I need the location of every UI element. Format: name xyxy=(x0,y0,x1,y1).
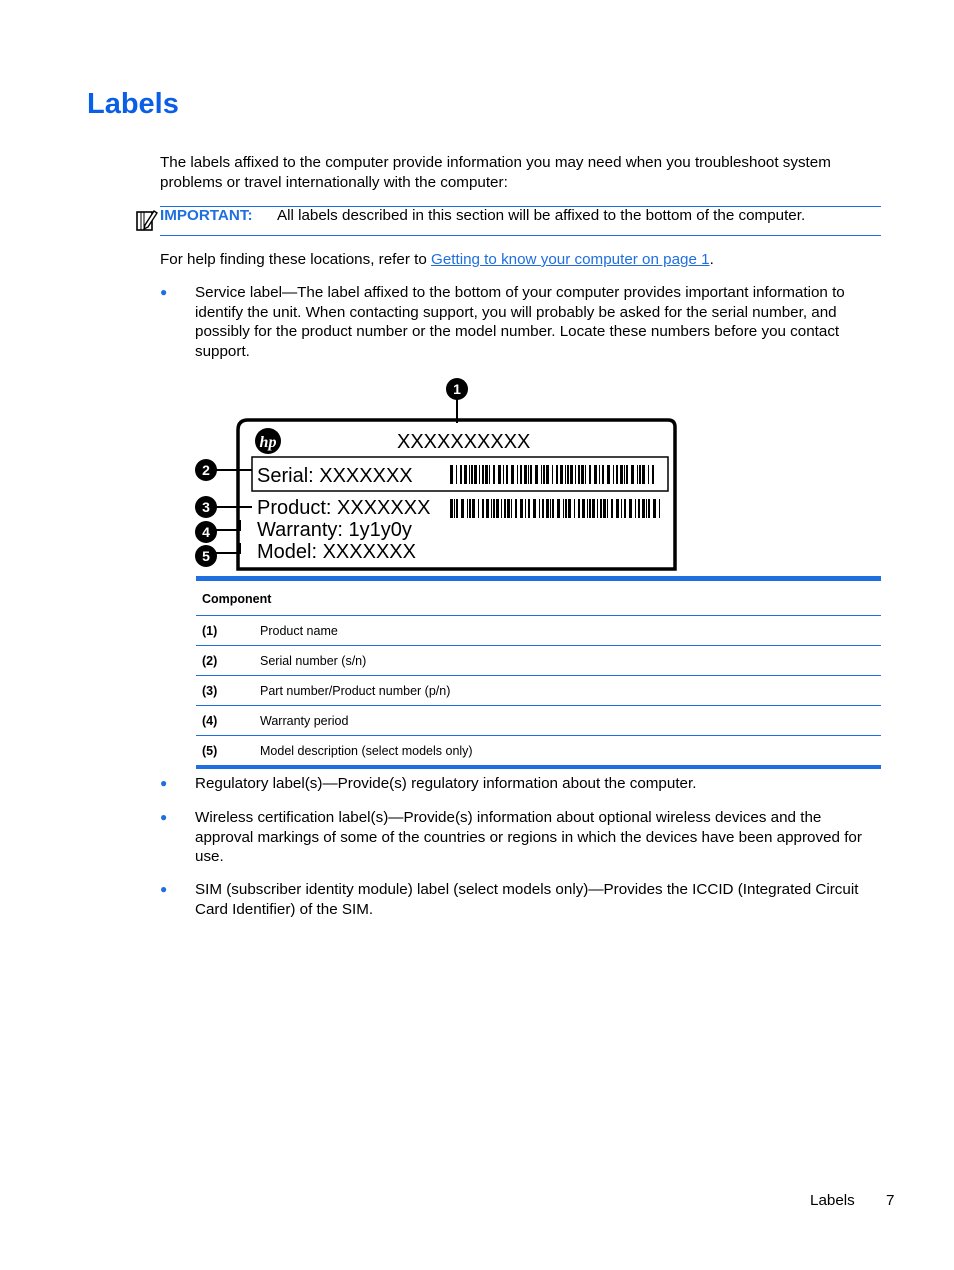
callout-1-text: 1 xyxy=(453,381,461,397)
hp-logo-text: hp xyxy=(259,434,277,451)
label-product-name: XXXXXXXXXX xyxy=(397,431,531,453)
row-number: (1) xyxy=(196,616,254,646)
intro-paragraph: The labels affixed to the computer provide information you may need when you troubleshoot system problems or travel internationally with the computer: xyxy=(160,154,831,191)
callout-5-text: 5 xyxy=(202,548,210,564)
bullet-text: SIM (subscriber identity module) label (select models only)—Provides the ICCID (Integrated Circuit Card Identifier) of the SIM. xyxy=(195,881,859,918)
table-row xyxy=(196,706,881,736)
bullet-text: Wireless certification label(s)—Provide(s) information about optional wireless devices and the approval markings of some of the countries or regions in which the devices have been approved for use. xyxy=(195,809,862,865)
component-table xyxy=(196,576,881,769)
list-item xyxy=(160,880,882,919)
footer-section: Labels xyxy=(810,1192,855,1209)
important-text: All labels described in this section will be affixed to the bottom of the computer. xyxy=(277,207,806,224)
important-label: IMPORTANT: xyxy=(160,207,253,224)
table-row xyxy=(196,676,881,706)
row-number: (3) xyxy=(196,676,254,706)
callout-3-text: 3 xyxy=(202,499,210,515)
bullet-icon: ● xyxy=(160,882,168,896)
callout-5-icon xyxy=(195,545,217,567)
callout-4-icon xyxy=(195,521,217,543)
bullet-icon: ● xyxy=(160,776,168,790)
row-number: (4) xyxy=(196,706,254,736)
list-item xyxy=(160,774,882,794)
help-prefix: For help finding these locations, refer to xyxy=(160,251,431,268)
table-header: Component xyxy=(202,592,272,606)
bullet-text: Regulatory label(s)—Provide(s) regulatory information about the computer. xyxy=(195,775,697,792)
page-title: Labels xyxy=(87,88,179,120)
row-description: Part number/Product number (p/n) xyxy=(254,676,881,706)
service-label-figure xyxy=(190,373,680,573)
hp-logo-icon xyxy=(255,428,281,454)
label-model: Model: XXXXXXX xyxy=(257,541,416,563)
bullet-icon: ● xyxy=(160,285,168,299)
label-serial: Serial: XXXXXXX xyxy=(257,465,413,487)
row-number: (2) xyxy=(196,646,254,676)
bullet-text: Service label—The label affixed to the bottom of your computer provides important information to identify the unit. When contacting support, you will probably be asked for the serial number, and possibly for the product number or the model number. Locate these numbers before you contact support. xyxy=(195,284,845,360)
getting-to-know-link[interactable]: Getting to know your computer on page 1 xyxy=(431,251,710,268)
table-row xyxy=(196,616,881,646)
callout-2-text: 2 xyxy=(202,462,210,478)
label-warranty: Warranty: 1y1y0y xyxy=(257,519,412,541)
list-item xyxy=(160,283,882,361)
table-row xyxy=(196,736,881,768)
footer-page-number: 7 xyxy=(886,1192,895,1209)
callout-1-icon xyxy=(446,378,468,400)
callout-4-text: 4 xyxy=(202,524,210,540)
callout-3-icon xyxy=(195,496,217,518)
callout-2-icon xyxy=(195,459,217,481)
help-paragraph xyxy=(160,250,885,270)
row-number: (5) xyxy=(196,736,254,768)
label-product: Product: XXXXXXX xyxy=(257,497,431,519)
note-pencil-icon xyxy=(136,208,158,232)
row-description: Warranty period xyxy=(254,706,881,736)
list-item xyxy=(160,808,882,867)
row-description: Product name xyxy=(254,616,881,646)
important-note xyxy=(160,206,881,236)
row-description: Model description (select models only) xyxy=(254,736,881,768)
row-description: Serial number (s/n) xyxy=(254,646,881,676)
table-row xyxy=(196,646,881,676)
help-suffix: . xyxy=(709,251,714,268)
bullet-icon: ● xyxy=(160,810,168,824)
